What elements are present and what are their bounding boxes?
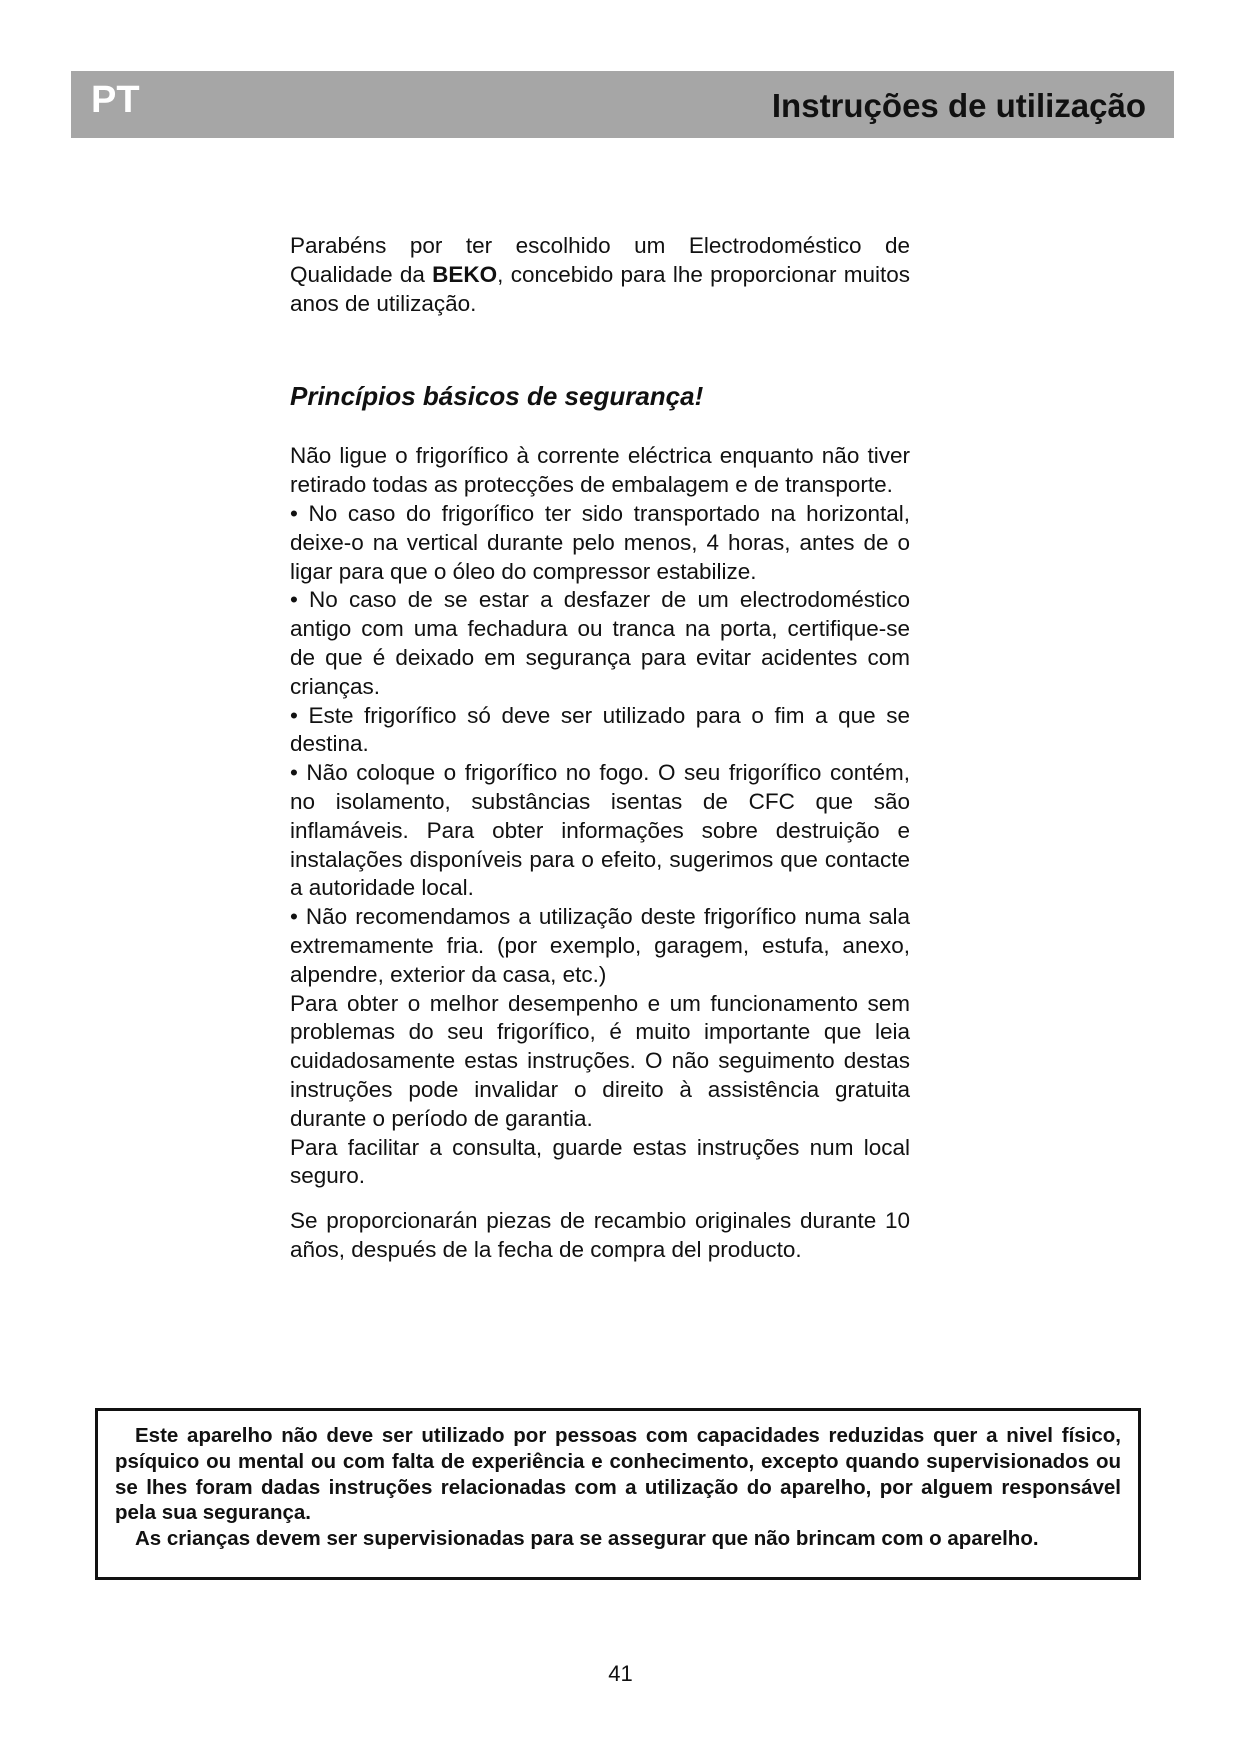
spare-parts-paragraph: Se proporcionarán piezas de recambio originales durante 10 años, después de la fecha de compra del producto. — [290, 1208, 910, 1262]
warning-text-children: As crianças devem ser supervisionadas para se assegurar que não brincam com o aparelho. — [135, 1527, 1039, 1551]
safety-bullet: • Este frigorífico só deve ser utilizado para o fim a que se destina. — [290, 702, 910, 757]
safety-bullet: • No caso do frigorífico ter sido transportado na horizontal, deixe-o na vertical durante pelo menos, 4 horas, antes de o ligar para que o óleo do compressor estabilize. — [290, 500, 910, 584]
intro-text-after: , concebido para lhe proporcionar muitos anos de utilização. — [290, 261, 910, 316]
safety-paragraph: Para obter o melhor desempenho e um funcionamento sem problemas do seu frigorífico, é muito importante que leia cuidadosamente estas instruções. O não seguimento destas instruções pode invalidar o direito à assistência gratuita durante o período de garantia. — [290, 990, 910, 1131]
section-title: Princípios básicos de segurança! — [290, 381, 704, 412]
warning-text: Este aparelho não deve ser utilizado por pessoas com capacidades reduzidas quer a nivel físico, psíquico ou mental ou com falta de experiência e conhecimento, excepto quando supervisionados ou se lhes foram dadas instruções relacionadas com a utilização do aparelho, por alguem responsável pela sua segurança. — [115, 1424, 1121, 1525]
page-title: Instruções de utilização — [771, 87, 1146, 124]
intro-text-before: Parabéns por ter escolhido um Electrodoméstico de Qualidade da — [290, 233, 910, 287]
safety-bullet: • Não recomendamos a utilização deste frigorífico numa sala extremamente fria. (por exemplo, garagem, estufa, anexo, alpendre, exterior da casa, etc.) — [290, 904, 910, 987]
language-code: PT — [91, 79, 140, 121]
safety-paragraph: Não ligue o frigorífico à corrente eléctrica enquanto não tiver retirado todas as protecções de embalagem e de transporte. — [290, 443, 910, 498]
header-bar — [71, 71, 1174, 138]
safety-bullet: • Não coloque o frigorífico no fogo. O seu frigorífico contém, no isolamento, substâncias isentas de CFC que são inflamáveis. Para obter informações sobre destruição e instalações disponíveis para o efeito, sugerimos que contacte a autoridade local. — [290, 760, 910, 901]
safety-paragraph: Para facilitar a consulta, guarde estas instruções num local seguro. — [290, 1134, 910, 1189]
intro-paragraph — [290, 232, 910, 318]
main-content — [290, 232, 910, 1265]
page-number: 41 — [608, 1661, 633, 1686]
brand-name: BEKO — [432, 261, 498, 287]
safety-bullet: • No caso de se estar a desfazer de um electrodoméstico antigo com uma fechadura ou tranca na porta, certifique-se de que é deixado em segurança para evitar acidentes com crianças. — [290, 587, 910, 699]
warning-box — [95, 1408, 1141, 1580]
